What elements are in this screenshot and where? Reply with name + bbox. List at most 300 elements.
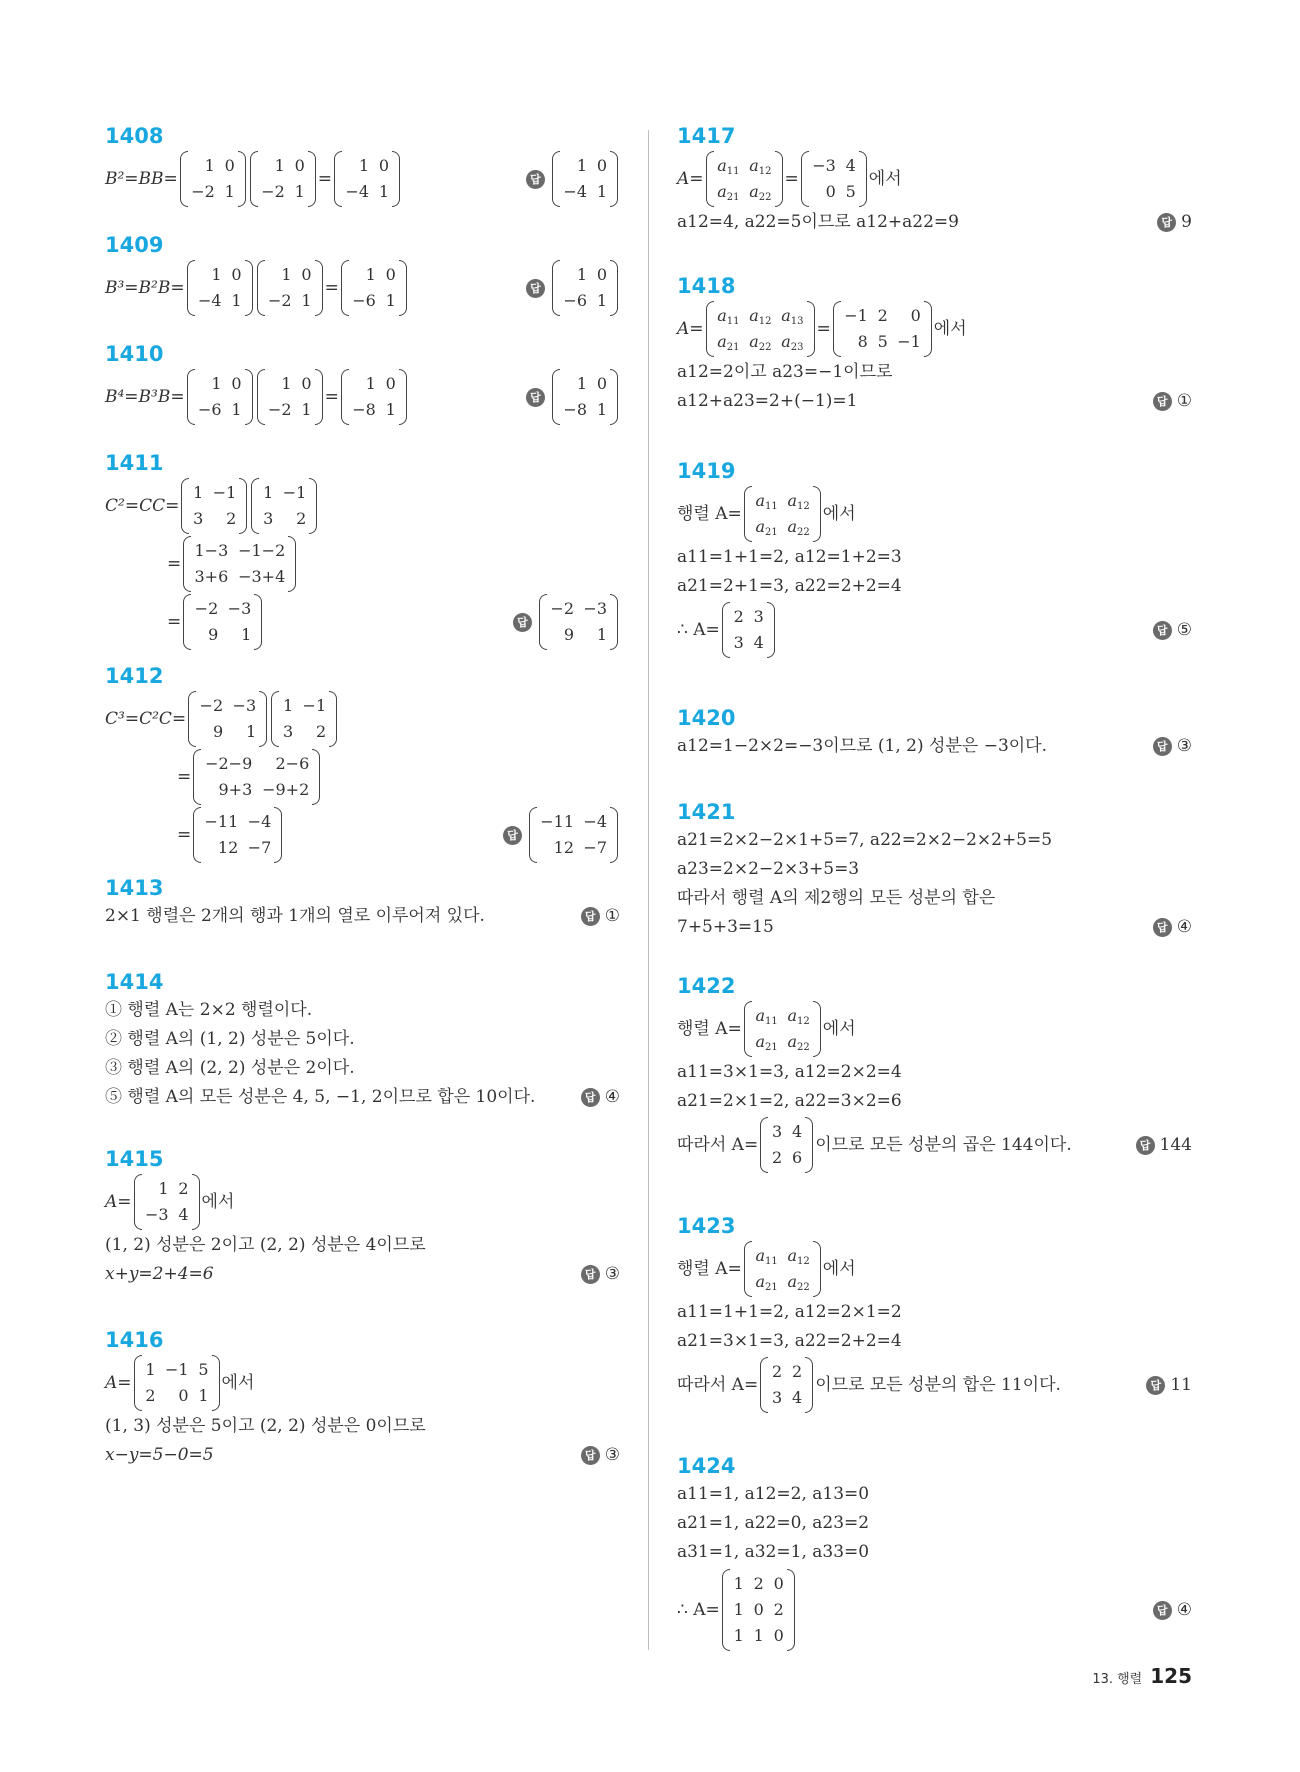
- suffix-text: 에서: [933, 318, 967, 339]
- matrix: [183, 536, 296, 592]
- matrix-row: [194, 596, 251, 622]
- equals: =: [317, 168, 333, 189]
- matrix-cell: 9: [563, 625, 574, 644]
- matrix-cell: $a_{13}$: [781, 306, 804, 327]
- matrix-cell: −4: [345, 182, 370, 201]
- matrix-cell: −3: [812, 156, 836, 175]
- matrix-row: [199, 719, 256, 745]
- matrix-cell: 1: [281, 374, 292, 393]
- therefore-text: ∴ A=: [677, 1599, 720, 1620]
- solution-line: [677, 826, 1192, 855]
- left-bracket: [187, 369, 195, 425]
- solution-text: (1, 3) 성분은 5이고 (2, 2) 성분은 0이므로: [105, 1416, 426, 1436]
- conclusion-text: 이므로 모든 성분의 합은 11이다.: [815, 1374, 1061, 1395]
- matrix-cell: 12: [553, 838, 574, 857]
- matrix-cell: 1: [385, 291, 396, 310]
- matrix-cell: 0: [773, 1626, 784, 1645]
- matrix-cell: $a_{11}$: [755, 1006, 778, 1027]
- left-bracket: [193, 807, 201, 863]
- left-bracket: [744, 486, 752, 542]
- left-bracket: [706, 151, 714, 207]
- answer-badge-icon: 답: [526, 388, 545, 407]
- matrix-cell: 4: [178, 1205, 189, 1224]
- right-bracket: [859, 151, 867, 207]
- answer: [1146, 1356, 1192, 1414]
- solution-line: [677, 1567, 1192, 1653]
- matrix-cell: $a_{12}$: [749, 306, 772, 327]
- solution-text: a21=2+1=3, a22=2+2=4: [677, 576, 902, 596]
- left-bracket: [134, 1174, 142, 1230]
- answer-badge-icon: 답: [503, 826, 522, 845]
- matrix: [744, 1241, 821, 1297]
- answer: [1153, 913, 1192, 942]
- right-bracket: [312, 749, 320, 805]
- matrix-cell: 1−3: [194, 541, 229, 560]
- matrix-row: [563, 288, 607, 314]
- matrix-row: [268, 397, 312, 423]
- equation-lhs: B⁴=B³B=: [105, 386, 185, 407]
- right-bracket: [309, 478, 317, 534]
- solution-text: a31=1, a32=1, a33=0: [677, 1542, 870, 1562]
- matrix: [341, 260, 407, 316]
- solution-text: x−y=5−0=5: [105, 1445, 214, 1465]
- matrix-row: [282, 719, 326, 745]
- matrix-cell: 1: [753, 1626, 764, 1645]
- matrix: [187, 260, 253, 316]
- left-bracket: [539, 594, 547, 650]
- matrix-cell: 0: [224, 156, 235, 175]
- solution-line: [677, 572, 1192, 601]
- answer: [581, 1441, 620, 1470]
- solution-text: a21=1, a22=0, a23=2: [677, 1513, 870, 1533]
- matrix-cell: 2: [178, 1179, 189, 1198]
- matrix-cell: 2: [315, 722, 327, 741]
- matrix-row: [204, 751, 309, 777]
- answer-badge-icon: 답: [581, 1446, 600, 1465]
- suffix-text: 에서: [822, 1018, 856, 1039]
- answer-value: ④: [1176, 1599, 1192, 1620]
- matrix-cell: −7: [583, 838, 607, 857]
- matrix-cell: −7: [247, 838, 272, 857]
- matrix-cell: 1: [733, 1626, 744, 1645]
- matrix-cell: $a_{21}$: [717, 182, 740, 203]
- matrix-cell: 1: [596, 400, 607, 419]
- matrix: [134, 1355, 220, 1411]
- matrix-cell: 1: [733, 1600, 744, 1619]
- problem-1418: [677, 274, 1192, 416]
- matrix-cell: 1: [211, 265, 222, 284]
- solution-text: a23=2×2−2×3+5=3: [677, 859, 860, 879]
- problem-number: 1415: [105, 1147, 164, 1171]
- problem-1416: [105, 1328, 620, 1470]
- problem-number: 1421: [677, 800, 736, 824]
- matrix-cell: 1: [301, 400, 312, 419]
- matrix-cell: $a_{22}$: [749, 332, 772, 353]
- matrix-cell: 2−6: [275, 754, 310, 773]
- solution-line: [677, 543, 1192, 572]
- matrix-cell: 0: [753, 1600, 764, 1619]
- matrix-row: [268, 371, 312, 397]
- left-bracket: [334, 151, 342, 207]
- matrix-cell: −1: [212, 483, 237, 502]
- matrix-cell: 1: [733, 1574, 744, 1593]
- matrix-cell: 1: [301, 291, 312, 310]
- solution-line: [677, 884, 1192, 913]
- left-bracket: [833, 301, 841, 357]
- equation-lhs: B³=B²B=: [105, 277, 185, 298]
- matrix: [181, 478, 247, 534]
- matrix-row: [262, 506, 306, 532]
- matrix: [722, 602, 775, 658]
- left-bracket: [722, 1569, 730, 1651]
- matrix-cell: 0: [910, 306, 921, 325]
- solution-text: a12+a23=2+(−1)=1: [677, 391, 858, 411]
- solution-text: (1, 2) 성분은 2이고 (2, 2) 성분은 4이므로: [105, 1235, 426, 1255]
- matrix-cell: $a_{12}$: [749, 156, 772, 177]
- matrix-cell: 1: [596, 291, 607, 310]
- matrix-cell: −2: [261, 182, 285, 201]
- answer-badge-icon: 답: [513, 613, 532, 632]
- solution-line: [105, 1412, 620, 1441]
- left-bracket: [193, 749, 201, 805]
- matrix-cell: −9+2: [262, 780, 310, 799]
- matrix-cell: −3: [583, 599, 607, 618]
- matrix-cell: $a_{12}$: [787, 1246, 810, 1267]
- problem-1412: [105, 664, 620, 864]
- matrix-cell: 3: [282, 722, 294, 741]
- solution-line: [677, 1087, 1192, 1116]
- matrix-cell: −6: [563, 291, 587, 310]
- problem-1421: [677, 800, 1192, 942]
- solution-line: A= $a_{11}$ $a_{12}$ $a_{13}$ $a_{21}$ $a_{22}$ $a_{23}$ = −1 2 0 8 5 −1 에서: [677, 300, 1192, 358]
- answer-badge-icon: 답: [526, 170, 545, 189]
- matrix-cell: −11: [540, 812, 574, 831]
- solution-line: [105, 1354, 620, 1412]
- matrix-row: [199, 693, 256, 719]
- solution-text: ① 행렬 A는 2×2 행렬이다.: [105, 1000, 313, 1020]
- matrix-cell: −1: [282, 483, 307, 502]
- solution-line: [105, 902, 620, 931]
- right-bracket: [239, 478, 247, 534]
- right-bracket: [805, 1357, 813, 1413]
- matrix-cell: $a_{23}$: [781, 332, 804, 353]
- answer: [526, 259, 620, 317]
- matrix: [180, 151, 246, 207]
- matrix-row: [563, 262, 607, 288]
- left-bracket: [744, 1001, 752, 1057]
- matrix-cell: 2: [753, 1574, 764, 1593]
- equation-lhs: 행렬 A=: [677, 1018, 742, 1039]
- matrix-cell: 0: [294, 156, 305, 175]
- solution-line: [105, 1231, 620, 1260]
- matrix-cell: 0: [231, 374, 242, 393]
- equation-lhs: A=: [677, 168, 704, 189]
- suffix-text: 에서: [822, 1258, 856, 1279]
- matrix-cell: −2: [268, 291, 292, 310]
- matrix-cell: 1: [365, 265, 376, 284]
- solution-line: [677, 732, 1192, 761]
- matrix-cell: 1: [576, 156, 587, 175]
- matrix-cell: −4: [563, 182, 587, 201]
- answer: [513, 593, 620, 651]
- solution-text: a11=1+1=2, a12=1+2=3: [677, 547, 902, 567]
- matrix: [334, 151, 400, 207]
- matrix-cell: 0: [231, 265, 242, 284]
- problem-number: 1414: [105, 970, 164, 994]
- matrix-cell: $a_{21}$: [717, 332, 740, 353]
- right-bracket: [813, 486, 821, 542]
- solution-line: [677, 913, 1192, 942]
- matrix-cell: $a_{11}$: [717, 306, 740, 327]
- answer-badge-icon: 답: [581, 1088, 600, 1107]
- matrix-cell: 0: [178, 1386, 189, 1405]
- left-bracket: [257, 260, 265, 316]
- matrix-cell: −3+4: [238, 567, 286, 586]
- matrix-row: [204, 835, 271, 861]
- solution-line: [677, 855, 1192, 884]
- right-bracket: [315, 369, 323, 425]
- matrix-cell: 5: [198, 1360, 209, 1379]
- matrix-cell: 8: [857, 332, 868, 351]
- solution-text: x+y=2+4=6: [105, 1264, 214, 1284]
- page-footer: [1092, 1664, 1192, 1688]
- matrix-cell: 1: [241, 625, 252, 644]
- matrix-cell: −1: [164, 1360, 189, 1379]
- matrix-cell: 0: [773, 1574, 784, 1593]
- left-bracket: [706, 301, 714, 357]
- answer-badge-icon: 답: [1153, 392, 1172, 411]
- matrix: [529, 807, 618, 863]
- right-bracket: [315, 260, 323, 316]
- solution-line: [105, 690, 620, 748]
- matrix-cell: 2: [772, 1148, 783, 1167]
- matrix-cell: 0: [825, 182, 836, 201]
- solution-line: [677, 1538, 1192, 1567]
- matrix-cell: 4: [792, 1388, 803, 1407]
- right-bracket: [805, 1117, 813, 1173]
- matrix-cell: 1: [245, 722, 257, 741]
- right-bracket: [329, 691, 337, 747]
- answer-badge-icon: 답: [1146, 1376, 1165, 1395]
- right-bracket: [254, 594, 262, 650]
- matrix-cell: 1: [204, 156, 215, 175]
- matrix-cell: 0: [301, 374, 312, 393]
- problem-number: 1416: [105, 1328, 164, 1352]
- matrix-cell: 6: [792, 1148, 803, 1167]
- conclusion-text: 이므로 모든 성분의 곱은 144이다.: [815, 1134, 1072, 1155]
- matrix-cell: $a_{11}$: [755, 1246, 778, 1267]
- matrix-cell: 3: [772, 1388, 783, 1407]
- right-bracket: [610, 594, 618, 650]
- answer-badge-icon: 답: [526, 279, 545, 298]
- matrix-cell: −4: [247, 812, 272, 831]
- left-bracket: [134, 1355, 142, 1411]
- matrix-cell: 2: [733, 607, 744, 626]
- right-bracket: [399, 369, 407, 425]
- problem-number: 1411: [105, 451, 164, 475]
- solution-text: ⑤ 행렬 A의 모든 성분은 4, 5, −1, 2이므로 합은 10이다.: [105, 1087, 536, 1107]
- matrix-cell: 1: [274, 156, 285, 175]
- matrix-cell: 1: [282, 696, 294, 715]
- matrix-row: [352, 371, 396, 397]
- matrix-cell: −1: [302, 696, 327, 715]
- matrix-cell: 9: [208, 625, 219, 644]
- left-bracket: [183, 536, 191, 592]
- answer-value: ③: [1176, 736, 1192, 756]
- matrix: [706, 151, 783, 207]
- solution-line: [105, 150, 620, 208]
- conclusion-text: 따라서 A=: [677, 1374, 759, 1395]
- left-bracket: [744, 1241, 752, 1297]
- matrix: [744, 1001, 821, 1057]
- right-bracket: [308, 151, 316, 207]
- answer-value: ④: [1176, 917, 1192, 937]
- answer: [1153, 1567, 1192, 1653]
- matrix-cell: $a_{21}$: [755, 1032, 778, 1053]
- matrix-cell: 9: [212, 722, 224, 741]
- matrix-row: [812, 153, 856, 179]
- matrix-cell: 1: [294, 182, 305, 201]
- answer: [581, 1260, 620, 1289]
- left-bracket: [183, 594, 191, 650]
- matrix-cell: 1: [358, 156, 370, 175]
- solution-text: 2×1 행렬은 2개의 행과 1개의 열로 이루어져 있다.: [105, 906, 485, 926]
- matrix-cell: 1: [231, 291, 242, 310]
- left-bracket: [271, 691, 279, 747]
- solution-text: a11=1, a12=2, a13=0: [677, 1484, 870, 1504]
- matrix-row: [771, 1119, 802, 1145]
- equation-lhs: 행렬 A=: [677, 1258, 742, 1279]
- matrix-row: [717, 153, 772, 179]
- solution-text: a11=1+1=2, a12=2×1=2: [677, 1302, 902, 1322]
- matrix-row: [550, 622, 607, 648]
- problem-number: 1413: [105, 876, 164, 900]
- solution-line: [105, 1441, 620, 1470]
- matrix-row: [191, 153, 235, 179]
- left-bracket: [529, 807, 537, 863]
- answer: [581, 902, 620, 931]
- matrix-cell: 5: [845, 182, 856, 201]
- matrix-cell: 1: [596, 625, 607, 644]
- solution-line: [677, 358, 1192, 387]
- matrix-cell: −2: [550, 599, 574, 618]
- matrix: [134, 1174, 200, 1230]
- solution-line: [677, 1509, 1192, 1538]
- right-bracket: [807, 301, 815, 357]
- left-bracket: [181, 478, 189, 534]
- matrix-cell: 1: [365, 374, 376, 393]
- matrix-row: [145, 1202, 189, 1228]
- matrix-cell: 9+3: [218, 780, 253, 799]
- solution-text: a11=3×1=3, a12=2×2=4: [677, 1062, 902, 1082]
- matrix: [341, 369, 407, 425]
- matrix-cell: $a_{22}$: [749, 182, 772, 203]
- solution-line: = 1−3 −1−2 3+6 −3+4: [105, 535, 620, 593]
- matrix-cell: −6: [352, 291, 376, 310]
- matrix-cell: 0: [378, 156, 390, 175]
- matrix: [722, 1569, 795, 1651]
- matrix-cell: −8: [352, 400, 376, 419]
- equation-lhs: C²=CC=: [105, 495, 180, 516]
- right-bracket: [192, 1174, 200, 1230]
- matrix-cell: 1: [385, 400, 396, 419]
- matrix: [552, 260, 618, 316]
- answer-badge-icon: 답: [1153, 737, 1172, 756]
- solution-line: [105, 1025, 620, 1054]
- matrix: [552, 151, 618, 207]
- matrix-row: [717, 179, 772, 205]
- matrix: [833, 301, 932, 357]
- matrix-row: [755, 1029, 810, 1055]
- matrix-cell: 3+6: [194, 567, 229, 586]
- left-bracket: [187, 260, 195, 316]
- matrix-cell: 1: [145, 1360, 156, 1379]
- right-bracket: [212, 1355, 220, 1411]
- matrix-row: [733, 1597, 784, 1623]
- equation-lhs: B²=BB=: [105, 168, 178, 189]
- right-bracket: [610, 807, 618, 863]
- matrix: [187, 369, 253, 425]
- answer: [503, 806, 620, 864]
- problem-number: 1409: [105, 233, 164, 257]
- matrix-row: [755, 488, 810, 514]
- matrix-cell: 3: [753, 607, 764, 626]
- matrix: [801, 151, 867, 207]
- matrix-row: [268, 288, 312, 314]
- therefore-text: ∴ A=: [677, 619, 720, 640]
- matrix: [251, 478, 317, 534]
- matrix-row: [550, 596, 607, 622]
- solution-line: [105, 1173, 620, 1231]
- solution-text: a12=4, a22=5이므로 a12+a22=9: [677, 212, 959, 232]
- answer-value: ⑤: [1176, 619, 1192, 640]
- solution-text: a21=2×2−2×1+5=7, a22=2×2−2×2+5=5: [677, 830, 1053, 850]
- matrix: [744, 486, 821, 542]
- answer: [1136, 1116, 1192, 1174]
- matrix-cell: 1: [158, 1179, 169, 1198]
- right-bracket: [924, 301, 932, 357]
- matrix-cell: 2: [792, 1362, 803, 1381]
- matrix: [183, 594, 262, 650]
- solution-line: [677, 601, 1192, 659]
- matrix-row: [844, 329, 921, 355]
- suffix-text: 에서: [868, 168, 902, 189]
- matrix-cell: 2: [145, 1386, 156, 1405]
- problem-number: 1419: [677, 459, 736, 483]
- matrix-cell: 2: [772, 1362, 783, 1381]
- right-bracket: [274, 807, 282, 863]
- solution-text: a21=2×1=2, a22=3×2=6: [677, 1091, 902, 1111]
- matrix-row: [563, 153, 607, 179]
- matrix-row: [345, 153, 389, 179]
- answer-value: ③: [604, 1264, 620, 1284]
- matrix-cell: $a_{21}$: [755, 517, 778, 538]
- answer-value: ①: [1176, 391, 1192, 411]
- solution-line: [105, 996, 620, 1025]
- matrix-row: [268, 262, 312, 288]
- problem-1414: [105, 970, 620, 1112]
- matrix-cell: 4: [753, 633, 764, 652]
- matrix-cell: −1: [844, 306, 868, 325]
- matrix-cell: 2: [296, 509, 307, 528]
- solution-line: [105, 1260, 620, 1289]
- solution-line: A= $a_{11}$ $a_{12}$ $a_{21}$ $a_{22}$ = −3 4 0 5 에서: [677, 150, 1192, 208]
- right-bracket: [259, 691, 267, 747]
- right-bracket: [610, 260, 618, 316]
- matrix: [552, 369, 618, 425]
- matrix: [250, 151, 316, 207]
- equation-lhs: A=: [677, 318, 704, 339]
